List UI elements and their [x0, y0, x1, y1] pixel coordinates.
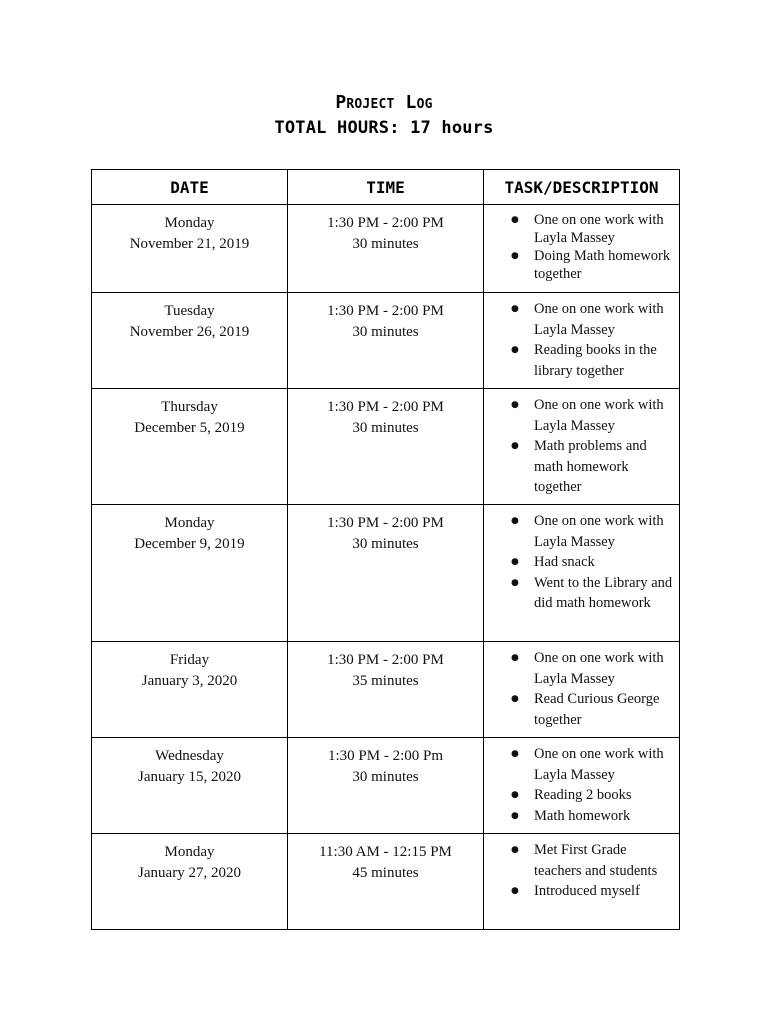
- column-header-time: TIME: [288, 170, 484, 205]
- day-label: Tuesday: [164, 303, 215, 319]
- day-label: Monday: [164, 215, 215, 231]
- time-cell: [288, 834, 484, 930]
- date-label: November 26, 2019: [129, 323, 250, 340]
- table-row: [92, 505, 680, 642]
- duration: 45 minutes: [352, 864, 419, 881]
- task-list: [484, 744, 673, 826]
- task-item: ● One on one work with Layla Massey: [484, 511, 673, 552]
- date-cell: [92, 389, 288, 505]
- date-label: November 21, 2019: [129, 235, 250, 252]
- task-item: ● Met First Grade teachers and students: [484, 840, 673, 881]
- table-row: [92, 738, 680, 834]
- task-item: ● Introduced myself: [484, 881, 673, 902]
- time-cell: [288, 205, 484, 293]
- task-item: ● Reading books in the library together: [484, 340, 673, 381]
- column-header-task: TASK/DESCRIPTION: [484, 170, 680, 205]
- task-list: [484, 211, 673, 283]
- task-cell: [484, 834, 680, 930]
- task-item: ● Reading 2 books: [484, 785, 673, 806]
- task-item: ● Read Curious George together: [484, 689, 673, 730]
- task-cell: [484, 389, 680, 505]
- project-log-table: [91, 169, 680, 930]
- time-range: 1:30 PM - 2:00 Pm: [327, 748, 444, 764]
- date-cell: [92, 738, 288, 834]
- time-cell: [288, 293, 484, 389]
- duration: 30 minutes: [352, 535, 419, 552]
- day-label: Thursday: [161, 399, 218, 415]
- day-label: Wednesday: [155, 748, 224, 764]
- day-label: Monday: [164, 515, 215, 531]
- time-range: 1:30 PM - 2:00 PM: [327, 399, 444, 415]
- time-range: 1:30 PM - 2:00 PM: [327, 515, 444, 531]
- task-list: [484, 840, 673, 902]
- task-cell: [484, 738, 680, 834]
- date-label: January 15, 2020: [138, 768, 241, 785]
- date-label: December 9, 2019: [134, 535, 245, 552]
- table-row: [92, 293, 680, 389]
- duration: 30 minutes: [352, 323, 419, 340]
- task-item: ● Had snack: [484, 552, 673, 573]
- duration: 30 minutes: [352, 768, 419, 785]
- duration: 30 minutes: [352, 419, 419, 436]
- column-header-date: DATE: [92, 170, 288, 205]
- time-range: 1:30 PM - 2:00 PM: [327, 652, 444, 668]
- page-title: Project Log: [335, 92, 433, 113]
- task-list: [484, 511, 673, 614]
- total-hours-heading: TOTAL HOURS: 17 hours: [274, 118, 494, 138]
- time-range: 11:30 AM - 12:15 PM: [319, 844, 452, 860]
- time-range: 1:30 PM - 2:00 PM: [327, 303, 444, 319]
- task-item: ● Math problems and math homework together: [484, 436, 673, 498]
- duration: 30 minutes: [352, 235, 419, 252]
- task-list: [484, 395, 673, 498]
- table-row: [92, 642, 680, 738]
- task-item: ● Math homework: [484, 806, 673, 827]
- time-cell: [288, 505, 484, 642]
- task-list: [484, 299, 673, 381]
- date-label: January 27, 2020: [138, 864, 241, 881]
- task-item: ● One on one work with Layla Massey: [484, 744, 673, 785]
- time-cell: [288, 642, 484, 738]
- time-cell: [288, 738, 484, 834]
- table-row: [92, 389, 680, 505]
- task-cell: [484, 293, 680, 389]
- task-item: ● One on one work with Layla Massey: [484, 211, 673, 247]
- task-item: ● Doing Math homework together: [484, 247, 673, 283]
- task-item: ● One on one work with Layla Massey: [484, 648, 673, 689]
- task-cell: [484, 205, 680, 293]
- day-label: Friday: [169, 652, 210, 668]
- task-cell: [484, 505, 680, 642]
- day-label: Monday: [164, 844, 215, 860]
- task-item: ● One on one work with Layla Massey: [484, 395, 673, 436]
- task-item: ● One on one work with Layla Massey: [484, 299, 673, 340]
- task-item: ● Went to the Library and did math homework: [484, 573, 673, 614]
- date-cell: [92, 293, 288, 389]
- date-cell: [92, 834, 288, 930]
- date-cell: [92, 642, 288, 738]
- time-cell: [288, 389, 484, 505]
- table-header-row: [92, 170, 680, 205]
- date-label: January 3, 2020: [141, 672, 238, 689]
- table-row: [92, 205, 680, 293]
- date-cell: [92, 505, 288, 642]
- date-label: December 5, 2019: [134, 419, 245, 436]
- date-cell: [92, 205, 288, 293]
- table-row: [92, 834, 680, 930]
- task-cell: [484, 642, 680, 738]
- duration: 35 minutes: [352, 672, 419, 689]
- time-range: 1:30 PM - 2:00 PM: [327, 215, 444, 231]
- task-list: [484, 648, 673, 730]
